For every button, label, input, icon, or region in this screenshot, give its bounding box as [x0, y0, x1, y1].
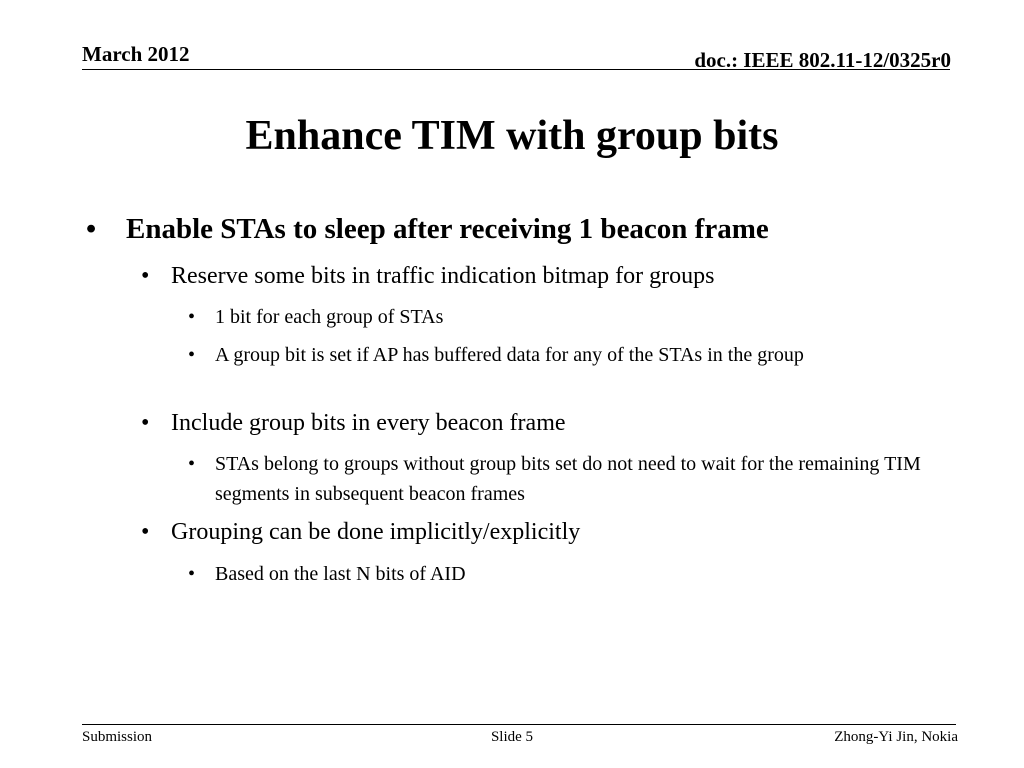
bullet-text: Based on the last N bits of AID [215, 563, 466, 585]
bullet-level2 [141, 263, 714, 290]
header-divider [82, 69, 950, 70]
bullet-text: Reserve some bits in traffic indication bitmap for groups [171, 263, 715, 289]
bullet-text: Include group bits in every beacon frame [171, 410, 566, 436]
bullet-level3 [188, 340, 928, 370]
bullet-glyph: • [141, 263, 150, 289]
bullet-text: Enable STAs to sleep after receiving 1 beacon frame [126, 213, 769, 245]
bullet-level2 [141, 410, 566, 437]
bullet-level1 [86, 213, 769, 246]
bullet-glyph: • [188, 453, 196, 475]
header-doc-id: doc.: IEEE 802.11-12/0325r0 [694, 48, 951, 72]
footer-submission: Submission [82, 729, 153, 745]
bullet-glyph: • [188, 344, 196, 366]
bullet-glyph: • [141, 519, 150, 545]
bullet-glyph: • [141, 410, 150, 436]
bullet-level3 [188, 302, 928, 332]
bullet-text: A group bit is set if AP has buffered data for any of the STAs in the group [215, 344, 804, 366]
bullet-level2 [141, 519, 580, 546]
bullet-text: STAs belong to groups without group bits set do not need to wait for the remaining TIM segments in subsequent beacon frames [215, 453, 921, 505]
bullet-glyph: • [188, 563, 196, 585]
footer-slide-number: Slide 5 [490, 729, 534, 745]
header-date: March 2012 [82, 42, 190, 66]
bullet-level3 [188, 449, 928, 509]
bullet-level3 [188, 559, 928, 589]
bullet-glyph: • [86, 213, 97, 245]
slide-title: Enhance TIM with group bits [245, 113, 779, 159]
footer-divider [82, 724, 956, 725]
bullet-glyph: • [188, 306, 196, 328]
footer-author: Zhong-Yi Jin, Nokia [834, 729, 958, 745]
bullet-text: 1 bit for each group of STAs [215, 306, 444, 328]
bullet-text: Grouping can be done implicitly/explicitly [171, 519, 581, 545]
